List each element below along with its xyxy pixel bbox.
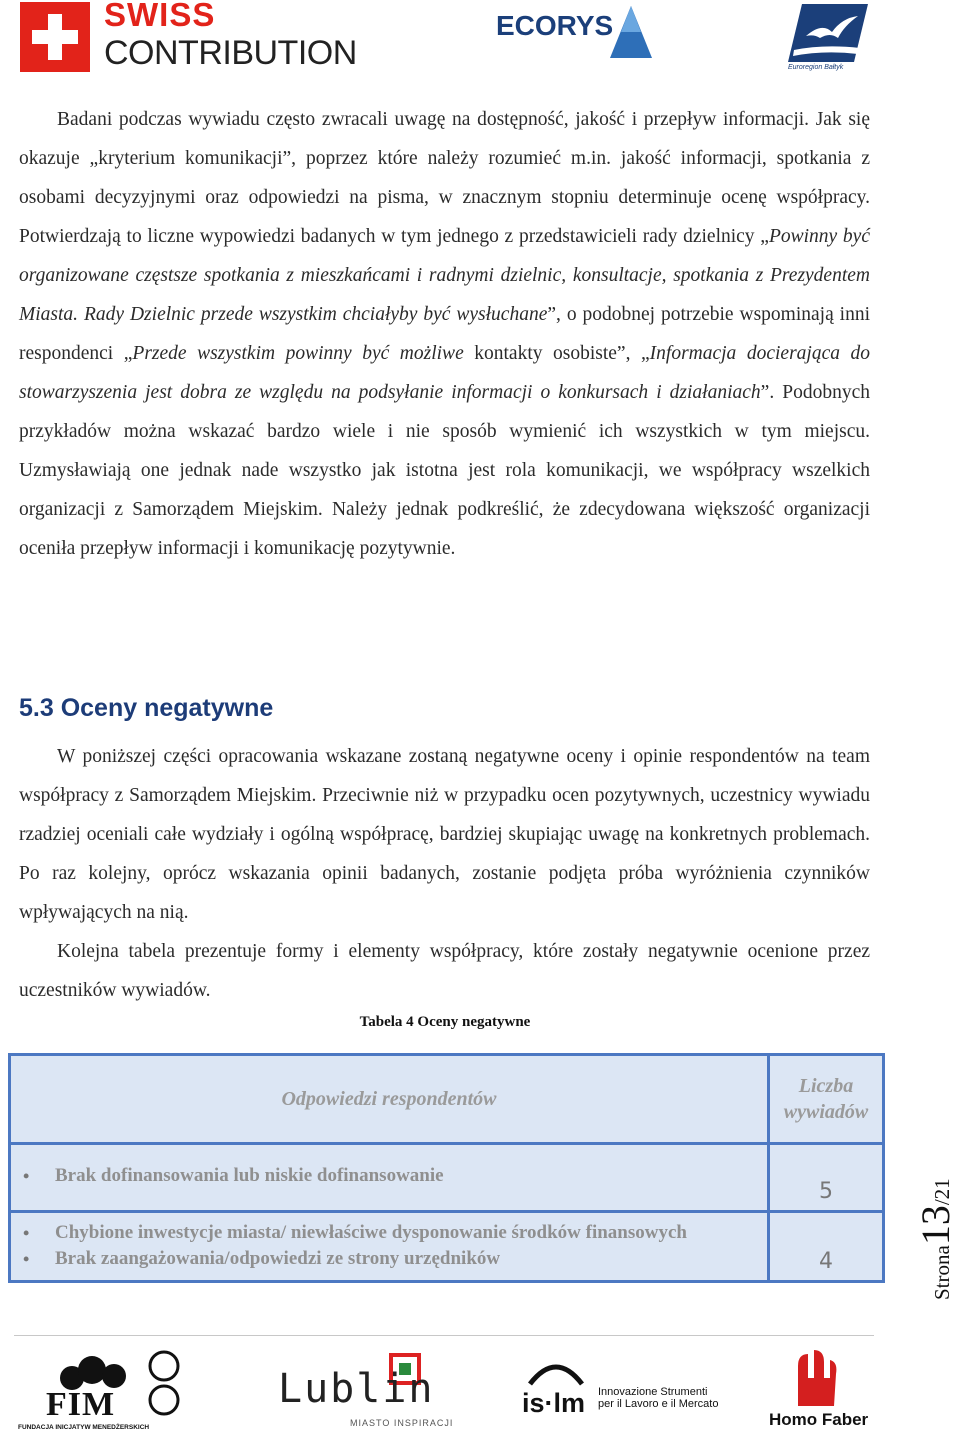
- column-header-responses: Odpowiedzi respondentów: [10, 1055, 769, 1144]
- lublin-subtitle: MIASTO INSPIRACJI: [350, 1418, 454, 1428]
- p2-text: W poniższej części opracowania wskazane zostaną negatywne oceny i opinie respondentów na team współpracy z Samorządem Miejskim. Przeciwnie niż w przypadku ocen pozytywnych, uczestnicy wywiadu rzadziej oceniali całe wydziały i ogólną współpracę, bardziej skupiając uwagę na konkretnych problemach. Po raz kolejny, oprócz wskazania opinii badanych, zostanie podjęta próba wyróżnienia czynników wpływających na nią.: [19, 746, 870, 923]
- p1-quote-2: Przede wszystkim powinny być możliwe: [132, 343, 464, 364]
- homo-faber-logo: [764, 1348, 874, 1434]
- lublin-logo: [238, 1350, 458, 1434]
- islm-arc-icon: [526, 1356, 586, 1386]
- column-header-count-line2: wywiadów: [783, 1101, 869, 1123]
- paragraph-1: [19, 100, 870, 568]
- fim-subtitle: FUNDACJA INICJATYW MENEDŻERSKICH: [18, 1424, 150, 1431]
- homo-faber-text: Homo Faber: [769, 1410, 869, 1429]
- list-item: • Brak zaangażowania/odpowiedzi ze strony urzędników: [23, 1246, 757, 1272]
- ecorys-logo: [496, 4, 656, 70]
- paragraph-communication: [19, 100, 870, 568]
- ecorys-triangle-icon: [608, 4, 654, 60]
- iso-badge-icon: [142, 1350, 186, 1420]
- ecorys-logo-text: ECORYS: [496, 10, 614, 41]
- page-current: 13: [913, 1205, 958, 1246]
- page-total: /21: [930, 1178, 954, 1206]
- p1-quote-3: Informacja docierająca do stowarzyszenia jest dobra ze względu na podsyłanie informacji o konkursach i działaniach: [19, 343, 871, 403]
- islm-tagline-1: Innovazione Strumenti: [598, 1386, 708, 1398]
- euroregion-label: Euroregion Bałtyk: [788, 64, 844, 71]
- p3-text: Kolejna tabela prezentuje formy i elementy współpracy, które zostały negatywnie ocenione przez uczestników wywiadów.: [19, 941, 870, 1001]
- p1-text-b: ”, o podobnej potrzebie wspominają inni respondenci „: [19, 304, 870, 364]
- p1-text-c: kontakty osobiste”, „: [463, 343, 650, 364]
- column-header-count: [769, 1055, 884, 1144]
- euroregion-logo: [784, 2, 874, 74]
- islm-tagline: [598, 1386, 718, 1410]
- swiss-contribution-logo: [20, 2, 365, 72]
- islm-text: is·lm: [522, 1388, 586, 1418]
- table-row-count: 5: [769, 1144, 884, 1212]
- list-item: • Chybione inwestycje miasta/ niewłaściwe dysponowanie środków finansowych: [23, 1220, 757, 1246]
- table-row: [10, 1144, 884, 1212]
- page-label: Strona: [930, 1245, 954, 1300]
- swiss-cross-icon: [20, 2, 90, 72]
- seagull-shield-icon: [784, 2, 870, 66]
- footer-divider: [14, 1335, 874, 1336]
- table-row-count: 4: [769, 1212, 884, 1282]
- table-caption: Tabela 4 Oceny negatywne: [359, 1014, 531, 1030]
- p1-text-a: Badani podczas wywiadu często zwracali uwagę na dostępność, jakość i przepływ informacji. Jak się okazuje „kryterium komunikacji”, poprzez które należy rozumieć m.in. jakość informacji, spotkania z osobami decyzyjnymi oraz odpowiedzi na pisma, w znacznym stopniu determinuje ocenę współpracy. Potwierdzają to liczne wypowiedzi badanych w tym jednego z przedstawicieli rady dzielnicy „: [19, 109, 870, 247]
- fim-text: FIM: [46, 1386, 116, 1423]
- table-row: [10, 1212, 884, 1282]
- section-heading: 5.3 Oceny negatywne: [19, 694, 274, 722]
- section-body: [19, 737, 870, 1010]
- page-number: [912, 1178, 959, 1300]
- paragraph-2: [19, 737, 870, 932]
- table-row-responses: [10, 1212, 769, 1282]
- homo-faber-hand-icon: [790, 1348, 840, 1408]
- column-header-count-line1: Liczba: [798, 1075, 854, 1097]
- swiss-logo-line2: CONTRIBUTION: [104, 34, 357, 72]
- lublin-text: Lublin: [278, 1366, 435, 1412]
- paragraph-3: [19, 932, 870, 1010]
- negative-ratings-table: [8, 1053, 885, 1283]
- list-item: • Brak dofinansowania lub niskie dofinansowanie: [23, 1163, 757, 1189]
- fim-logo: [18, 1348, 188, 1434]
- table-header-row: [10, 1055, 884, 1144]
- islm-tagline-2: per il Lavoro e il Mercato: [598, 1398, 719, 1410]
- swiss-logo-line1: SWISS: [104, 0, 216, 33]
- p1-quote-1: Powinny być organizowane częstsze spotkania z mieszkańcami i radnymi dzielnic, konsultacje, spotkania z Prezydentem Miasta. Rady Dzielnic przede wszystkim chciałyby być wysłuchane: [19, 226, 870, 325]
- table-row-responses: [10, 1144, 769, 1212]
- islm-logo: [512, 1352, 722, 1432]
- p1-text-d: ”. Podobnych przykładów można wskazać bardzo wiele i nie sposób wymienić ich wszystkich w tym miejscu. Uzmysławiają one jednak nade wszystko jak istotna jest rola komunikacji, we współpracy wszelkich organizacji z Samorządem Miejskim. Należy jednak podkreślić, że zdecydowana większość organizacji oceniła przepływ informacji i komunikację pozytywnie.: [19, 382, 870, 559]
